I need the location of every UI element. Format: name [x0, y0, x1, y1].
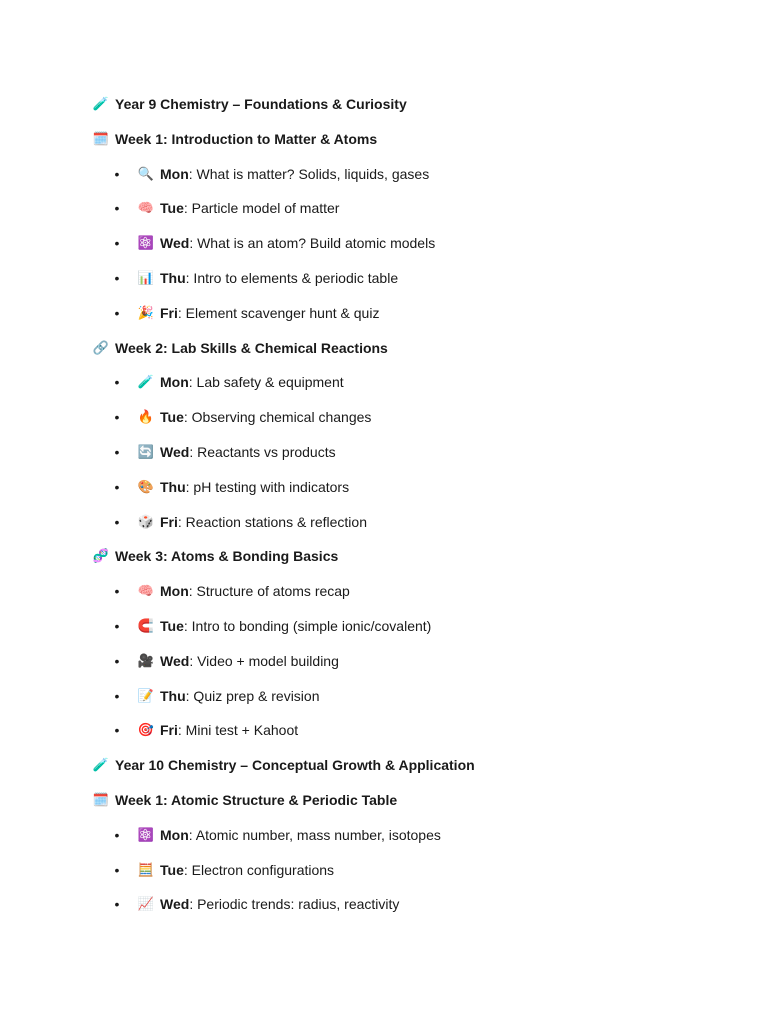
item-description: : Structure of atoms recap: [188, 583, 350, 600]
fire-icon: 🔥: [137, 410, 155, 426]
list-item: [92, 894, 732, 915]
list-item: [92, 686, 732, 707]
day-label: Thu: [160, 269, 186, 286]
list-item: [92, 198, 732, 219]
bullet-icon: •: [114, 443, 120, 460]
day-label: Mon: [160, 826, 189, 843]
list-item: [92, 581, 732, 602]
day-label: Fri: [160, 304, 178, 321]
test-tube-icon: 🧪: [92, 758, 110, 774]
magnet-icon: 🧲: [137, 618, 155, 634]
bullet-icon: •: [114, 722, 120, 739]
item-description: : Video + model building: [189, 652, 339, 669]
brain-icon: 🧠: [137, 584, 155, 600]
day-label: Wed: [160, 235, 190, 252]
day-label: Fri: [160, 513, 178, 530]
day-label: Thu: [160, 478, 186, 495]
video-camera-icon: 🎥: [137, 653, 155, 669]
item-description: : Intro to elements & periodic table: [185, 269, 399, 286]
item-description: : Particle model of matter: [183, 200, 340, 217]
section-heading: [92, 755, 732, 776]
test-tube-icon: 🧪: [92, 97, 110, 112]
item-description: : pH testing with indicators: [185, 478, 350, 495]
list-item: [92, 372, 732, 393]
party-popper-icon: 🎉: [137, 305, 155, 321]
item-description: : Element scavenger hunt & quiz: [177, 304, 380, 321]
list-item: [92, 442, 732, 463]
magnifying-glass-icon: 🔍: [137, 166, 155, 182]
item-description: : Quiz prep & revision: [185, 687, 320, 704]
section-heading-text: Year 10 Chemistry – Conceptual Growth & Application: [115, 757, 475, 774]
bullet-icon: •: [114, 617, 120, 634]
list-item: [92, 860, 732, 881]
day-label: Tue: [160, 861, 184, 878]
section-heading: [92, 546, 732, 567]
bullet-icon: •: [114, 304, 120, 321]
document-body: [92, 94, 732, 929]
schedule-list: [92, 164, 732, 324]
bullet-icon: •: [114, 200, 120, 217]
bullet-icon: •: [114, 687, 120, 704]
list-item: [92, 720, 732, 741]
schedule-list: [92, 825, 732, 916]
trend-chart-icon: 📈: [137, 897, 155, 913]
list-item: [92, 164, 732, 185]
item-description: : What is matter? Solids, liquids, gases: [188, 165, 430, 182]
day-label: Mon: [160, 374, 189, 391]
list-item: [92, 233, 732, 254]
section-heading: [92, 790, 732, 811]
bullet-icon: •: [114, 165, 120, 182]
section-heading: [92, 129, 732, 150]
target-icon: 🎯: [137, 723, 155, 739]
link-icon: 🔗: [92, 340, 110, 356]
day-label: Tue: [160, 409, 184, 426]
bullet-icon: •: [114, 652, 120, 669]
section-heading-text: Week 1: Atomic Structure & Periodic Table: [115, 791, 398, 808]
memo-icon: 📝: [137, 688, 155, 704]
bullet-icon: •: [114, 861, 120, 878]
bullet-icon: •: [114, 478, 120, 495]
dice-icon: 🎲: [137, 514, 155, 530]
item-description: : Intro to bonding (simple ionic/covalent): [183, 617, 432, 634]
item-description: : Reaction stations & reflection: [177, 513, 367, 530]
bullet-icon: •: [114, 826, 120, 843]
item-description: : Lab safety & equipment: [188, 374, 344, 391]
item-description: : Atomic number, mass number, isotopes: [188, 826, 441, 843]
day-label: Wed: [160, 652, 190, 669]
list-item: [92, 268, 732, 289]
bullet-icon: •: [114, 409, 120, 426]
bullet-icon: •: [114, 235, 120, 252]
day-label: Mon: [160, 583, 189, 600]
day-label: Thu: [160, 687, 186, 704]
day-label: Wed: [160, 443, 190, 460]
bullet-icon: •: [114, 269, 120, 286]
section-heading-text: Week 3: Atoms & Bonding Basics: [115, 548, 339, 565]
item-description: : What is an atom? Build atomic models: [189, 235, 436, 252]
item-description: : Mini test + Kahoot: [177, 722, 299, 739]
schedule-list: [92, 372, 732, 532]
list-item: [92, 651, 732, 672]
section-heading: [92, 94, 732, 115]
schedule-list: [92, 581, 732, 741]
abacus-icon: 🧮: [137, 862, 155, 878]
bullet-icon: •: [114, 513, 120, 530]
list-item: [92, 407, 732, 428]
day-label: Mon: [160, 165, 189, 182]
day-label: Tue: [160, 617, 184, 634]
bar-chart-icon: 📊: [137, 270, 155, 286]
section-heading-text: Year 9 Chemistry – Foundations & Curiosity: [115, 96, 407, 112]
day-label: Fri: [160, 722, 178, 739]
item-description: : Reactants vs products: [189, 443, 336, 460]
list-item: [92, 303, 732, 324]
cycle-arrows-icon: 🔄: [137, 444, 155, 460]
day-label: Tue: [160, 200, 184, 217]
item-description: : Observing chemical changes: [183, 409, 372, 426]
palette-icon: 🎨: [137, 479, 155, 495]
section-heading-text: Week 2: Lab Skills & Chemical Reactions: [115, 339, 388, 356]
bullet-icon: •: [114, 374, 120, 391]
dna-icon: 🧬: [92, 549, 110, 565]
calendar-icon: 🗓️: [92, 792, 110, 808]
list-item: [92, 477, 732, 498]
atom-icon: ⚛️: [137, 827, 155, 843]
list-item: [92, 825, 732, 846]
bullet-icon: •: [114, 896, 120, 913]
atom-icon: ⚛️: [137, 236, 155, 252]
item-description: : Electron configurations: [183, 861, 335, 878]
brain-icon: 🧠: [137, 201, 155, 217]
test-tube-icon: 🧪: [137, 375, 155, 391]
day-label: Wed: [160, 896, 190, 913]
section-heading: [92, 338, 732, 359]
item-description: : Periodic trends: radius, reactivity: [189, 896, 400, 913]
section-heading-text: Week 1: Introduction to Matter & Atoms: [115, 130, 378, 147]
list-item: [92, 512, 732, 533]
list-item: [92, 616, 732, 637]
bullet-icon: •: [114, 583, 120, 600]
calendar-icon: 🗓️: [92, 131, 110, 147]
